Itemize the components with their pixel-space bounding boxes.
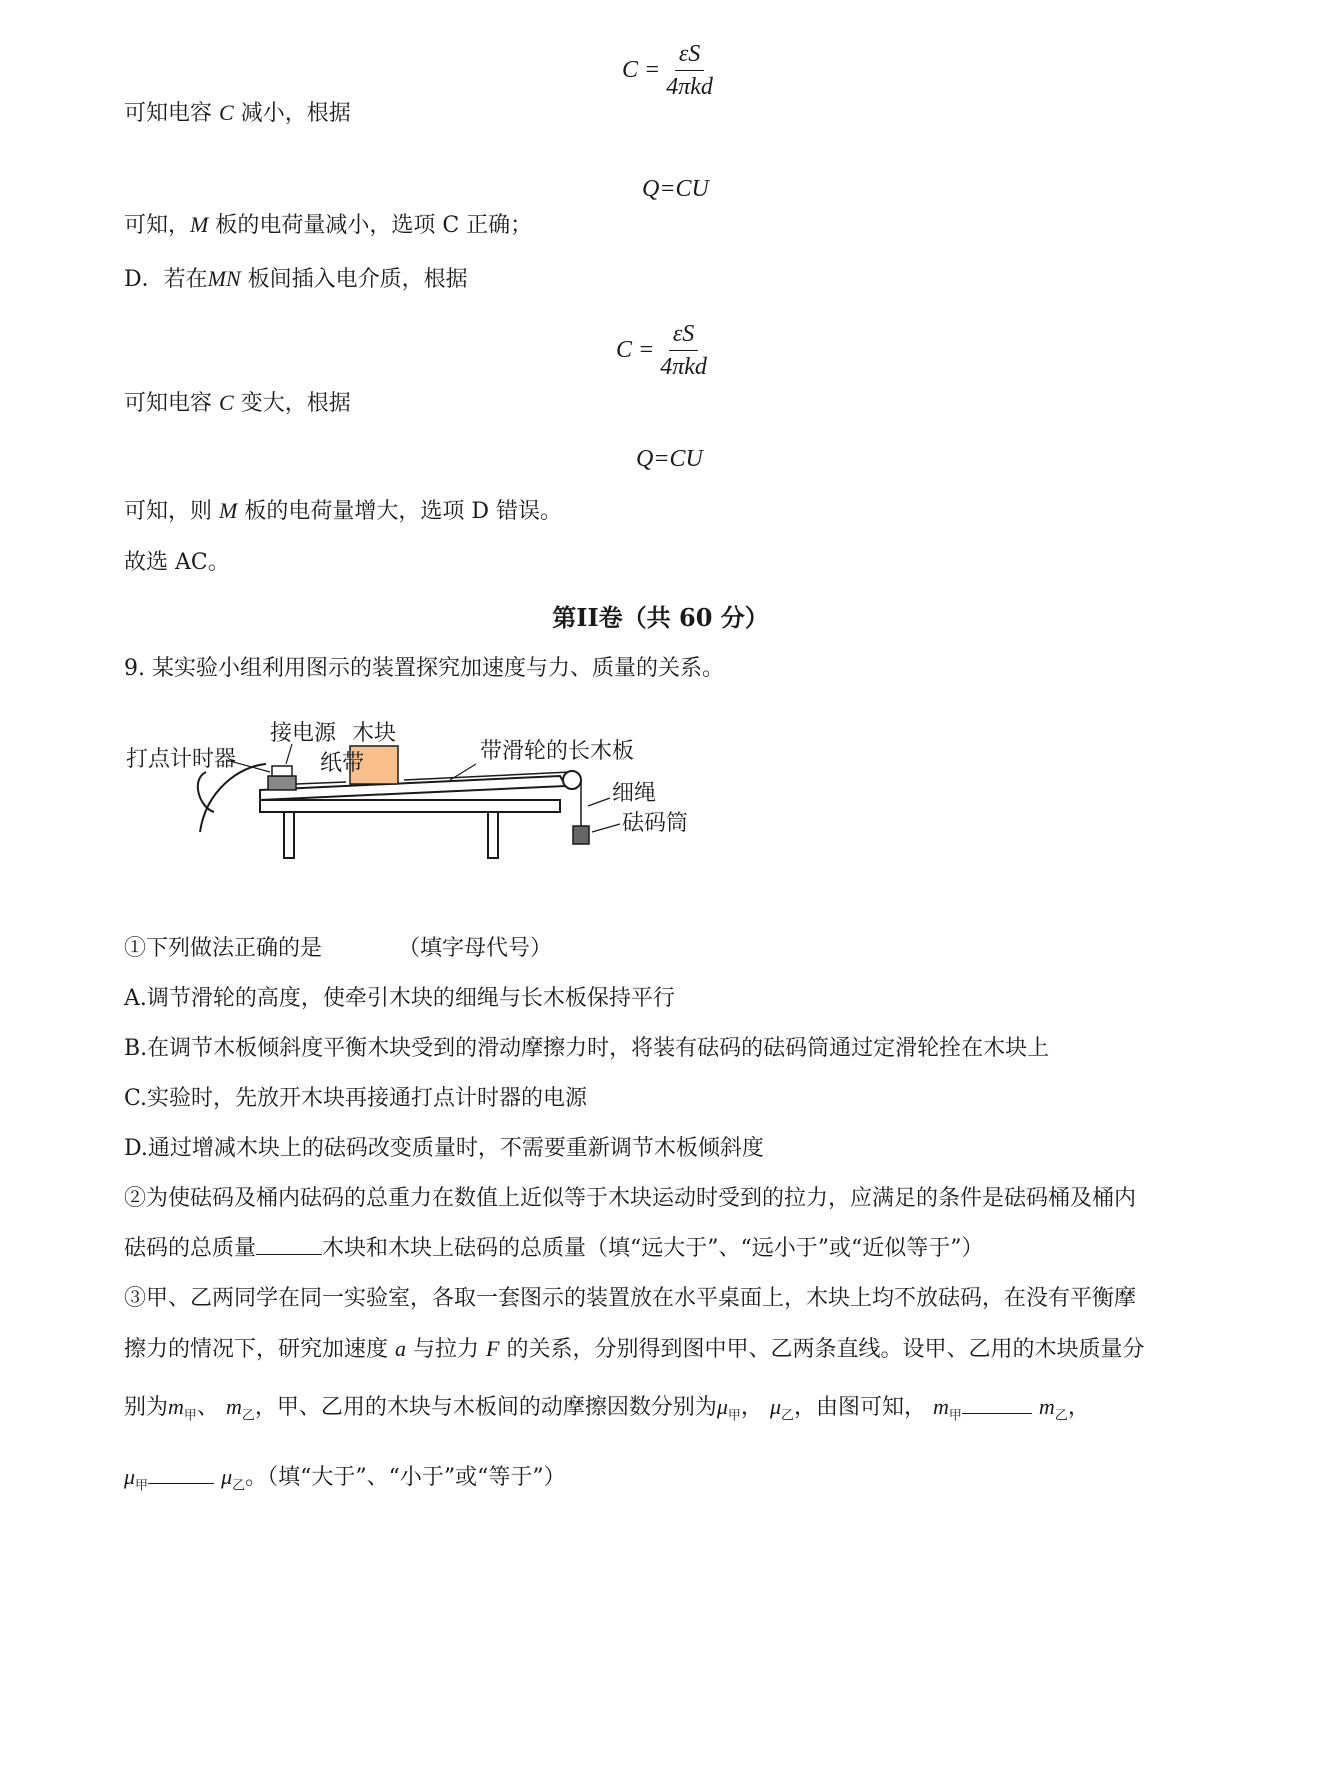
timer-top — [272, 766, 292, 776]
question-9-part-3-line-3: 别为$m_甲$、 $m_乙$，甲、乙用的木块与木板间的动摩擦因数分别为$\mu_甲$， $\mu_乙$，由图可知， $m_甲$ $m_乙$， — [124, 1394, 1090, 1424]
paper-tape — [296, 782, 346, 784]
cap-numerator: εS — [669, 320, 698, 351]
table-top — [260, 800, 560, 812]
question-9-part-3-line-2: 擦力的情况下，研究加速度 a 与拉力 F 的关系，分别得到图中甲、乙两条直线。设甲、乙用的木块质量分 — [124, 1336, 1145, 1362]
question-9-intro: 9. 某实验小组利用图示的装置探究加速度与力、质量的关系。 — [124, 656, 724, 681]
timer-cable — [200, 764, 266, 832]
table-leg-left — [284, 812, 294, 858]
charge-formula-1: Q=CU — [642, 176, 709, 202]
question-9-part-2-line-2: 砝码的总质量 木块和木块上砝码的总质量（填“远大于”、“远小于”或“近似等于”） — [124, 1236, 984, 1261]
cap-numerator: εS — [675, 40, 704, 71]
section-title: 第II卷（共 60 分） — [552, 603, 769, 632]
label-power: 接电源 — [270, 721, 337, 746]
label-block: 木块 — [352, 721, 397, 746]
label-board: 带滑轮的长木板 — [480, 739, 635, 764]
question-9-part-3-line-4: $\mu_甲$ $\mu_乙$。（填“大于”、“小于”或“等于”） — [124, 1464, 566, 1494]
option-c: C.实验时，先放开木块再接通打点计时器的电源 — [124, 1086, 588, 1111]
pulley — [563, 771, 581, 789]
answer-blank-4[interactable] — [148, 1483, 214, 1484]
table-leg-right — [488, 812, 498, 858]
label-tape: 纸带 — [320, 751, 365, 776]
weight-bucket — [573, 826, 589, 844]
text-line-5: 可知，则 M 板的电荷量增大，选项 D 错误。 — [124, 498, 562, 524]
answer-blank-3[interactable] — [962, 1413, 1032, 1414]
question-9-part-2-line-1: ②为使砝码及桶内砝码的总重力在数值上近似等于木块运动时受到的拉力，应满足的条件是砝码桶及桶内 — [124, 1186, 1137, 1211]
text-line-6: 故选 AC。 — [124, 550, 230, 575]
capacitance-formula-1: C = $\frac{\varepsilon S}{\text{4πkd}}$ — [622, 41, 713, 100]
cap-denominator: 4πkd — [666, 74, 713, 100]
text-line-2: 可知，M 板的电荷量减小，选项 C 正确； — [124, 212, 533, 238]
question-9-part-3-line-1: ③甲、乙两同学在同一实验室，各取一套图示的装置放在水平桌面上，木块上均不放砝码，在没有平衡摩 — [124, 1286, 1137, 1311]
question-9-part-1: ①下列做法正确的是 （填字母代号） — [124, 936, 553, 961]
capacitance-formula-2: C = $\frac{\varepsilon S}{\text{4πkd}}$ — [616, 321, 707, 380]
timer-base — [268, 776, 296, 790]
option-a: A.调节滑轮的高度，使牵引木块的细绳与长木板保持平行 — [124, 986, 675, 1011]
option-d: D.通过增减木块上的砝码改变质量时，不需要重新调节木板倾斜度 — [124, 1136, 764, 1161]
text-line-3: D．若在MN 板间插入电介质，根据 — [124, 266, 468, 292]
charge-formula-2: Q=CU — [636, 446, 703, 472]
power-cord — [198, 772, 214, 812]
label-timer: 打点计时器 — [126, 747, 237, 772]
answer-blank-2[interactable] — [256, 1254, 322, 1255]
label-bucket: 砝码筒 — [622, 811, 689, 836]
cap-denominator: 4πkd — [660, 354, 707, 380]
apparatus-diagram — [120, 700, 720, 870]
text-line-1: 可知电容 C 减小，根据 — [124, 100, 351, 126]
text-line-4: 可知电容 C 变大，根据 — [124, 390, 351, 416]
option-b: B.在调节木板倾斜度平衡木块受到的滑动摩擦力时，将装有砝码的砝码筒通过定滑轮拴在木块上 — [124, 1036, 1050, 1061]
label-rope: 细绳 — [612, 781, 657, 806]
